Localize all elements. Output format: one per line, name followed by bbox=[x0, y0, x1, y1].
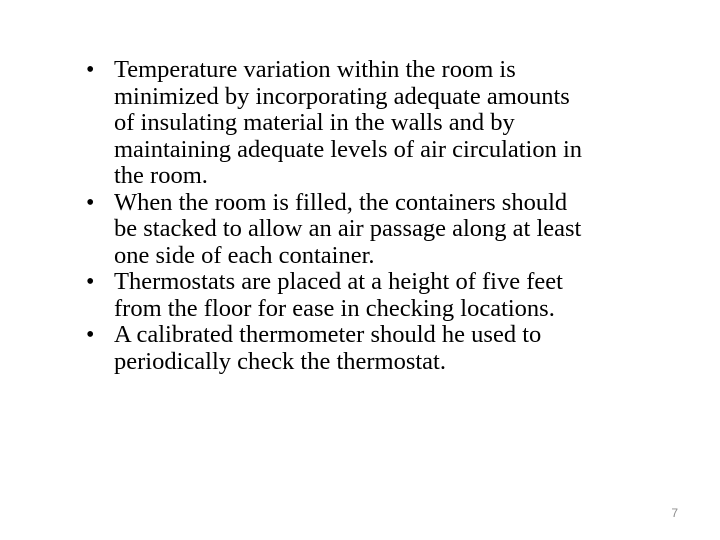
slide-number: 7 bbox=[671, 506, 678, 520]
bullet-line: Thermostats are placed at a height of five feet bbox=[114, 268, 563, 295]
bullet-glyph: • bbox=[86, 322, 95, 348]
bullet-line: from the floor for ease in checking locations. bbox=[114, 294, 555, 322]
bullet-item-3 bbox=[80, 269, 680, 322]
bullet-line: one side of each container. bbox=[114, 241, 375, 269]
bullet-line: Temperature variation within the room is bbox=[114, 56, 516, 83]
bullet-line: the room. bbox=[114, 162, 208, 189]
bullet-line: When the room is filled, the containers should bbox=[114, 188, 568, 216]
bullet-line: periodically check the thermostat. bbox=[114, 347, 446, 375]
bullet-item-4 bbox=[80, 322, 680, 375]
bullet-glyph: • bbox=[86, 189, 95, 216]
bullet-item-2 bbox=[80, 190, 680, 270]
bullet-line: of insulating material in the walls and by bbox=[114, 109, 515, 136]
bullet-line: minimized by incorporating adequate amounts bbox=[114, 82, 570, 110]
bullet-line: maintaining adequate levels of air circulation in bbox=[114, 135, 583, 163]
bullet-list bbox=[80, 57, 680, 375]
bullet-item-1 bbox=[80, 57, 680, 190]
bullet-glyph: • bbox=[86, 269, 95, 295]
bullet-line: A calibrated thermometer should he used to bbox=[114, 321, 542, 348]
bullet-glyph: • bbox=[86, 57, 95, 83]
bullet-line: be stacked to allow an air passage along at least bbox=[114, 215, 582, 242]
